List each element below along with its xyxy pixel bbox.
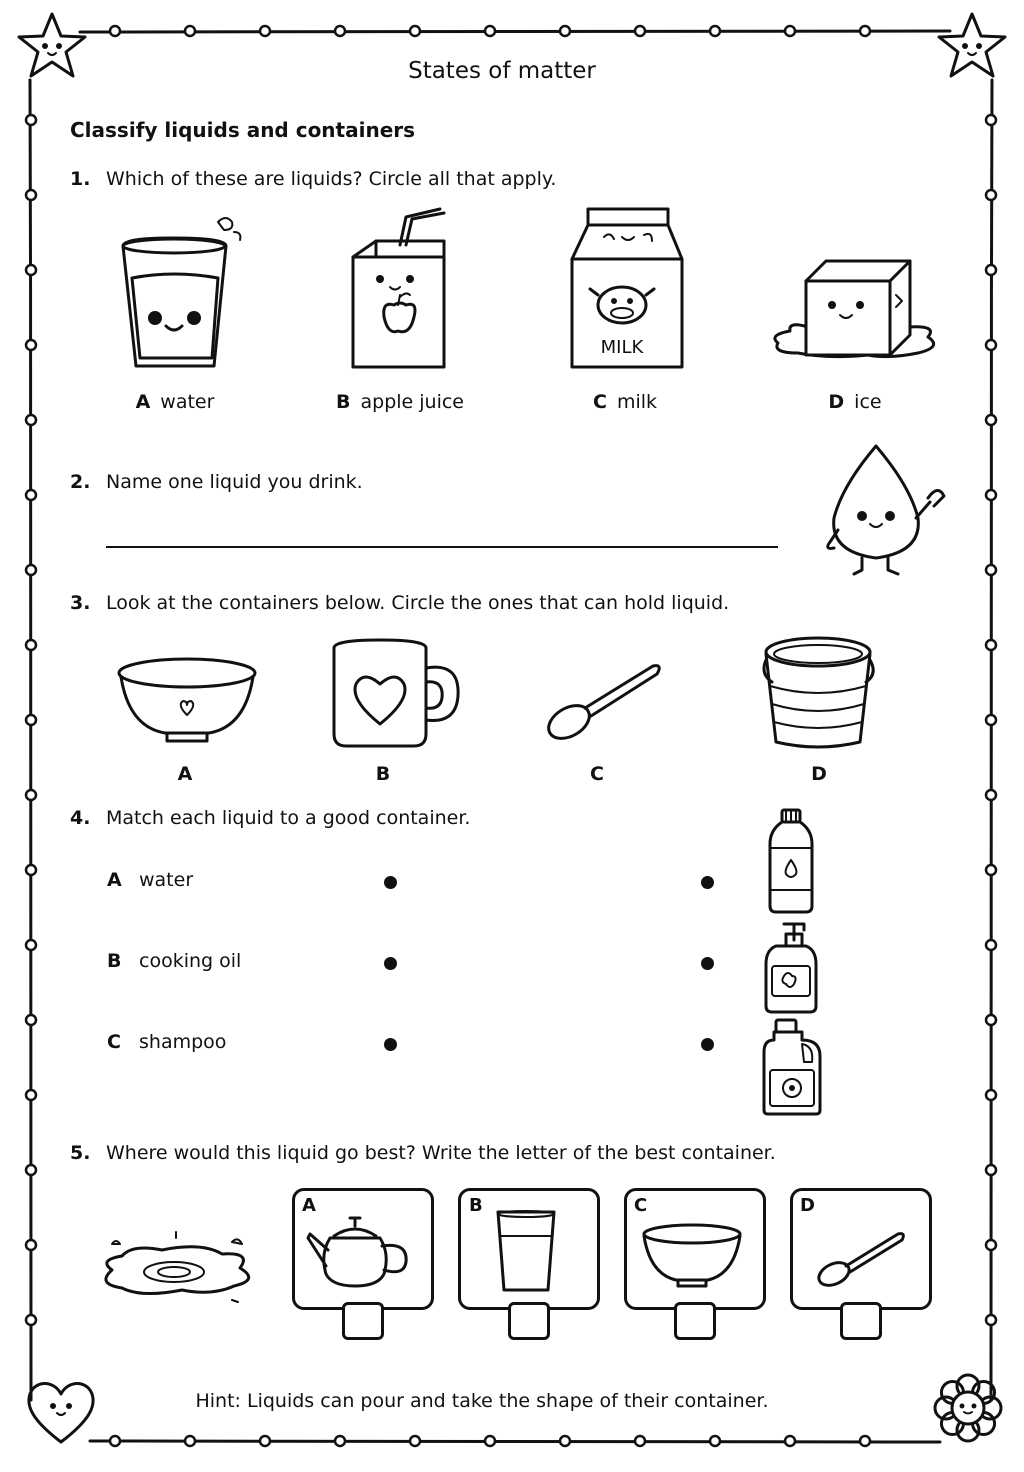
spoon-icon <box>545 660 665 742</box>
q5-card-letter: D <box>800 1195 815 1216</box>
bowl-icon <box>115 655 260 745</box>
water-bottle-icon <box>766 808 816 916</box>
page-title: States of matter <box>408 58 596 84</box>
section-heading: Classify liquids and containers <box>70 118 416 142</box>
q1-option-b[interactable]: B apple juice <box>336 391 464 413</box>
oil-jug-icon <box>762 1018 824 1118</box>
juice-box-icon <box>348 205 458 375</box>
q5-card-letter: A <box>302 1195 316 1216</box>
question-5: 5. Where would this liquid go best? Write the letter of the best container. <box>70 1142 776 1164</box>
question-2: 2. Name one liquid you drink. <box>70 471 363 493</box>
match-liquid-c: C shampoo <box>107 1031 227 1053</box>
milk-carton-icon <box>566 205 690 375</box>
match-dot-right[interactable] <box>701 957 714 970</box>
question-1: 1. Which of these are liquids? Circle all that apply. <box>70 168 557 190</box>
q5-answer-box-b[interactable] <box>508 1302 550 1340</box>
teapot-icon <box>306 1214 414 1292</box>
bucket-icon <box>760 630 880 752</box>
q3-option-d[interactable]: D <box>811 763 827 785</box>
q1-option-c[interactable]: C milk <box>592 391 658 413</box>
puddle-icon <box>92 1230 262 1310</box>
water-glass-icon <box>118 208 248 373</box>
match-dot-left[interactable] <box>384 957 397 970</box>
q1-option-d[interactable]: D ice <box>828 391 882 413</box>
match-dot-right[interactable] <box>701 876 714 889</box>
q5-card-letter: B <box>469 1195 483 1216</box>
match-dot-left[interactable] <box>384 1038 397 1051</box>
ice-cube-icon <box>768 255 943 375</box>
pump-bottle-icon <box>762 920 820 1016</box>
hint-text: Hint: Liquids can pour and take the shape of their container. <box>195 1390 769 1412</box>
q1-option-a[interactable]: A water <box>135 391 215 413</box>
match-dot-right[interactable] <box>701 1038 714 1051</box>
bowl-icon <box>640 1222 744 1290</box>
q3-option-a[interactable]: A <box>177 763 193 785</box>
q3-option-b[interactable]: B <box>375 763 391 785</box>
svg-text:MILK: MILK <box>600 337 644 358</box>
question-4: 4. Match each liquid to a good container. <box>70 807 471 829</box>
question-3: 3. Look at the containers below. Circle the ones that can hold liquid. <box>70 592 730 614</box>
spoon-icon <box>816 1228 908 1290</box>
glass-icon <box>494 1208 558 1294</box>
answer-line[interactable] <box>106 546 778 548</box>
q5-answer-box-a[interactable] <box>342 1302 384 1340</box>
water-drop-mascot-icon <box>820 440 955 580</box>
heart-face-icon <box>22 1376 100 1448</box>
mug-icon <box>330 638 465 750</box>
match-liquid-b: B cooking oil <box>107 950 242 972</box>
match-liquid-a: A water <box>107 869 194 891</box>
match-dot-left[interactable] <box>384 876 397 889</box>
q5-answer-box-d[interactable] <box>840 1302 882 1340</box>
q3-option-c[interactable]: C <box>590 763 604 785</box>
q5-card-letter: C <box>634 1195 648 1216</box>
q5-answer-box-c[interactable] <box>674 1302 716 1340</box>
